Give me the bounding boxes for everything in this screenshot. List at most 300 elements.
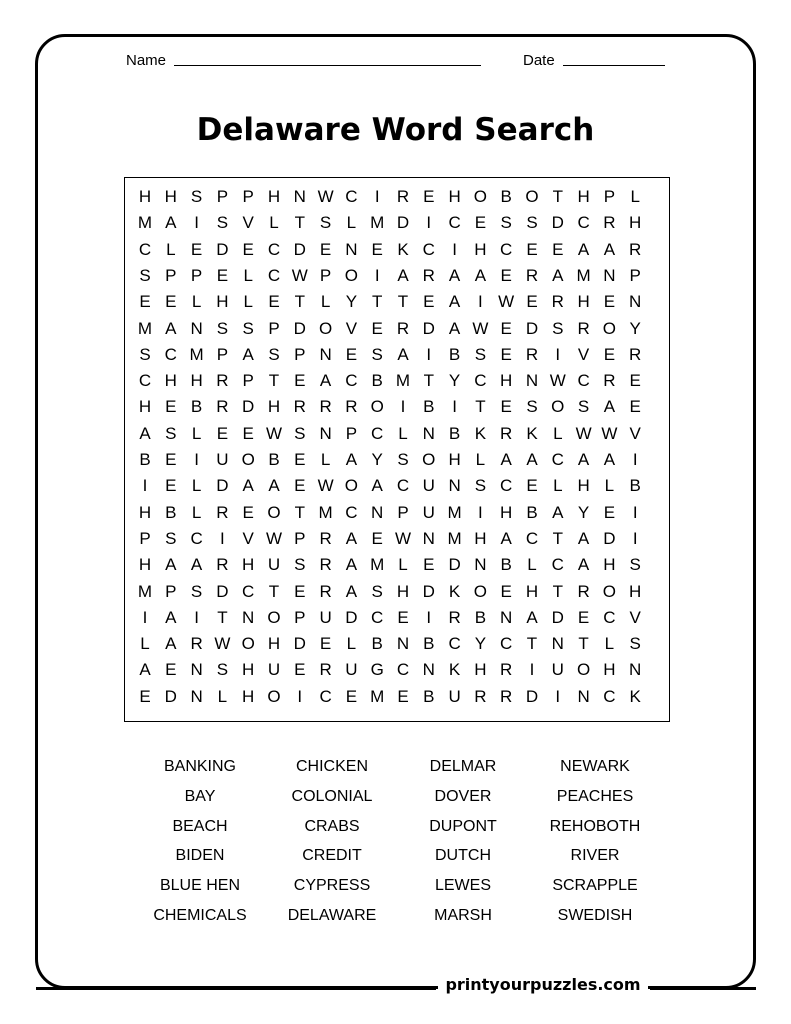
grid-letter[interactable]: D [448,555,461,575]
grid-letter[interactable]: N [629,660,642,680]
grid-letter[interactable]: E [423,187,435,206]
grid-letter[interactable]: S [216,213,229,233]
grid-letter[interactable]: E [371,318,383,338]
grid-letter[interactable]: Y [345,292,358,312]
grid-letter[interactable]: K [629,686,641,706]
grid-letter[interactable]: H [629,213,642,233]
grid-letter[interactable]: M [395,371,411,391]
grid-letter[interactable]: D [293,634,306,654]
grid-letter[interactable]: A [552,502,564,522]
grid-letter[interactable]: I [374,265,380,285]
grid-letter[interactable]: O [602,581,616,601]
grid-letter[interactable]: V [577,344,590,364]
grid-letter[interactable]: E [526,476,538,496]
grid-letter[interactable]: R [603,371,616,391]
grid-letter[interactable]: L [166,239,176,259]
grid-letter[interactable]: W [265,528,283,548]
grid-letter[interactable]: C [396,660,410,680]
grid-letter[interactable]: P [216,344,229,364]
grid-letter[interactable]: H [242,555,255,575]
grid-letter[interactable]: L [604,634,615,654]
grid-letter[interactable]: E [319,239,332,259]
grid-letter[interactable]: A [603,450,616,469]
grid-letter[interactable]: R [603,213,616,233]
grid-letter[interactable]: L [346,634,357,654]
grid-letter[interactable]: D [525,318,539,338]
grid-letter[interactable]: W [291,265,308,285]
grid-letter[interactable]: O [576,660,591,680]
grid-letter[interactable]: I [426,607,432,627]
grid-letter[interactable]: U [448,686,461,706]
grid-letter[interactable]: E [526,239,538,259]
grid-letter[interactable]: I [632,528,638,548]
grid-letter[interactable]: I [478,292,483,312]
grid-letter[interactable]: C [267,239,281,259]
grid-letter[interactable]: H [216,292,229,312]
grid-letter[interactable]: P [165,265,177,285]
grid-letter[interactable]: N [345,239,358,259]
grid-letter[interactable]: D [422,581,435,601]
grid-letter[interactable]: I [194,607,199,627]
grid-letter[interactable]: T [475,397,486,417]
grid-letter[interactable]: N [242,607,255,627]
grid-letter[interactable]: A [319,371,332,391]
grid-letter[interactable]: H [474,239,487,259]
grid-letter[interactable]: U [422,502,435,522]
grid-letter[interactable]: P [165,581,177,601]
grid-letter[interactable]: M [447,528,462,548]
grid-letter[interactable]: L [553,476,563,496]
grid-letter[interactable]: E [139,686,151,706]
grid-letter[interactable]: D [551,607,564,627]
grid-letter[interactable]: D [345,607,358,627]
grid-letter[interactable]: N [396,634,410,654]
grid-letter[interactable]: H [577,292,590,312]
grid-letter[interactable]: O [267,686,281,706]
grid-letter[interactable]: H [577,187,590,206]
grid-letter[interactable]: U [422,476,435,496]
grid-letter[interactable]: C [448,634,461,654]
grid-letter[interactable]: S [268,344,280,364]
grid-letter[interactable]: O [241,450,255,469]
grid-letter[interactable]: T [268,581,280,601]
grid-letter[interactable]: B [165,502,177,522]
grid-letter[interactable]: A [577,555,590,575]
grid-letter[interactable]: C [603,686,616,706]
grid-letter[interactable]: N [474,555,487,575]
grid-letter[interactable]: C [164,344,177,364]
grid-letter[interactable]: T [423,371,434,391]
grid-letter[interactable]: E [603,292,616,312]
grid-letter[interactable]: D [525,686,539,706]
grid-letter[interactable]: N [293,187,306,206]
grid-letter[interactable]: S [371,344,383,364]
grid-letter[interactable]: B [526,502,538,522]
grid-letter[interactable]: A [345,581,358,601]
grid-letter[interactable]: A [139,660,151,680]
grid-letter[interactable]: T [294,213,305,233]
grid-letter[interactable]: A [165,607,177,627]
grid-letter[interactable]: S [577,397,590,417]
grid-letter[interactable]: V [242,528,254,548]
date-line[interactable] [563,64,665,66]
grid-letter[interactable]: L [191,292,202,312]
grid-letter[interactable]: E [294,450,306,469]
grid-letter[interactable]: M [318,502,333,522]
grid-letter[interactable]: S [474,476,487,496]
grid-letter[interactable]: A [345,450,358,469]
grid-letter[interactable]: E [242,423,254,443]
grid-letter[interactable]: P [294,344,306,364]
grid-letter[interactable]: W [317,187,334,206]
grid-letter[interactable]: N [525,371,539,391]
grid-letter[interactable]: M [137,213,153,233]
grid-letter[interactable]: C [242,581,255,601]
grid-letter[interactable]: D [603,528,616,548]
grid-letter[interactable]: Y [448,371,461,391]
grid-letter[interactable]: U [345,660,358,680]
grid-letter[interactable]: E [423,555,435,575]
grid-letter[interactable]: R [319,581,332,601]
grid-letter[interactable]: R [216,397,229,417]
grid-letter[interactable]: A [165,555,177,575]
grid-letter[interactable]: H [474,660,487,680]
grid-letter[interactable]: T [294,292,305,312]
grid-letter[interactable]: C [138,239,152,259]
grid-letter[interactable]: I [194,213,199,233]
grid-letter[interactable]: L [320,292,331,312]
grid-letter[interactable]: H [396,581,410,601]
grid-letter[interactable]: S [190,187,203,206]
grid-letter[interactable]: S [500,213,512,233]
grid-letter[interactable]: P [242,187,254,206]
grid-letter[interactable]: E [139,292,151,312]
grid-letter[interactable]: M [137,581,153,601]
grid-letter[interactable]: U [267,660,281,680]
grid-letter[interactable]: R [629,344,642,364]
grid-letter[interactable]: O [241,634,255,654]
grid-letter[interactable]: H [190,371,203,391]
grid-letter[interactable]: C [603,607,616,627]
grid-letter[interactable]: N [603,265,616,285]
grid-letter[interactable]: O [344,265,358,285]
grid-letter[interactable]: R [216,371,229,391]
grid-letter[interactable]: K [526,423,538,443]
grid-letter[interactable]: E [190,239,203,259]
grid-letter[interactable]: I [426,344,432,364]
grid-letter[interactable]: E [165,476,177,496]
grid-letter[interactable]: A [371,476,383,496]
grid-letter[interactable]: C [577,371,590,391]
grid-letter[interactable]: I [142,476,148,496]
grid-letter[interactable]: B [448,344,461,364]
grid-letter[interactable]: R [396,318,410,338]
grid-letter[interactable]: K [448,660,461,680]
grid-letter[interactable]: R [345,397,358,417]
grid-letter[interactable]: V [242,213,254,233]
grid-letter[interactable]: E [216,265,229,285]
grid-letter[interactable]: D [396,213,410,233]
grid-letter[interactable]: N [190,660,203,680]
grid-letter[interactable]: C [474,371,487,391]
grid-letter[interactable]: H [525,581,539,601]
grid-letter[interactable]: C [448,213,461,233]
grid-letter[interactable]: A [448,265,461,285]
grid-letter[interactable]: T [268,371,280,391]
grid-letter[interactable]: B [139,450,151,469]
grid-letter[interactable]: U [319,607,332,627]
grid-letter[interactable]: H [138,502,152,522]
grid-letter[interactable]: I [555,344,561,364]
grid-letter[interactable]: I [555,686,561,706]
grid-letter[interactable]: W [575,423,592,443]
name-line[interactable] [174,64,481,66]
grid-letter[interactable]: O [370,397,384,417]
grid-letter[interactable]: A [139,423,151,443]
grid-letter[interactable]: A [526,607,538,627]
grid-letter[interactable]: L [398,555,408,575]
grid-letter[interactable]: M [189,344,204,364]
grid-letter[interactable]: W [549,371,566,391]
grid-letter[interactable]: C [371,423,384,443]
grid-letter[interactable]: L [217,686,228,706]
grid-letter[interactable]: A [345,528,358,548]
grid-letter[interactable]: O [267,607,281,627]
grid-letter[interactable]: E [526,292,538,312]
grid-letter[interactable]: B [268,450,280,469]
grid-letter[interactable]: N [577,686,590,706]
grid-letter[interactable]: U [267,555,281,575]
grid-letter[interactable]: H [448,187,461,206]
grid-letter[interactable]: A [577,239,590,259]
grid-letter[interactable]: Y [577,502,590,522]
grid-letter[interactable]: C [345,187,358,206]
grid-letter[interactable]: C [319,686,332,706]
grid-letter[interactable]: R [525,344,539,364]
grid-letter[interactable]: O [267,502,281,522]
grid-letter[interactable]: E [500,344,512,364]
grid-letter[interactable]: V [629,423,641,443]
grid-letter[interactable]: C [138,371,152,391]
grid-letter[interactable]: S [629,634,641,654]
grid-letter[interactable]: E [577,607,590,627]
grid-letter[interactable]: O [473,581,487,601]
grid-letter[interactable]: L [269,213,279,233]
grid-letter[interactable]: R [629,239,642,259]
grid-letter[interactable]: W [498,292,515,312]
grid-letter[interactable]: O [422,450,436,469]
grid-letter[interactable]: L [191,476,202,496]
grid-letter[interactable]: C [190,528,203,548]
grid-letter[interactable]: E [397,686,409,706]
grid-letter[interactable]: O [551,397,565,417]
grid-letter[interactable]: E [603,344,616,364]
grid-letter[interactable]: E [268,292,280,312]
grid-letter[interactable]: S [165,528,177,548]
grid-letter[interactable]: N [319,423,332,443]
grid-letter[interactable]: K [397,239,409,259]
grid-letter[interactable]: W [601,423,618,443]
grid-letter[interactable]: S [190,581,203,601]
grid-letter[interactable]: R [190,634,203,654]
grid-letter[interactable]: S [526,213,538,233]
grid-letter[interactable]: U [551,660,564,680]
grid-letter[interactable]: E [319,634,332,654]
grid-letter[interactable]: A [500,528,512,548]
grid-letter[interactable]: T [526,634,538,654]
grid-letter[interactable]: A [603,397,616,417]
grid-letter[interactable]: N [500,607,513,627]
grid-letter[interactable]: H [629,581,642,601]
grid-letter[interactable]: R [500,686,513,706]
grid-letter[interactable]: I [478,502,483,522]
grid-letter[interactable]: S [294,555,306,575]
grid-letter[interactable]: E [165,397,177,417]
grid-letter[interactable]: G [370,660,384,680]
grid-letter[interactable]: H [138,555,152,575]
grid-letter[interactable]: H [267,634,281,654]
grid-letter[interactable]: R [577,581,590,601]
grid-letter[interactable]: S [526,397,538,417]
grid-letter[interactable]: K [474,423,487,443]
grid-letter[interactable]: D [216,239,229,259]
grid-letter[interactable]: S [139,344,151,364]
grid-letter[interactable]: P [319,265,332,285]
grid-letter[interactable]: C [422,239,435,259]
grid-letter[interactable]: P [139,528,151,548]
grid-letter[interactable]: P [190,265,203,285]
grid-letter[interactable]: D [164,686,177,706]
date-field[interactable] [523,52,665,69]
grid-letter[interactable]: R [216,502,229,522]
grid-letter[interactable]: E [216,423,229,443]
grid-letter[interactable]: C [500,634,513,654]
grid-letter[interactable]: D [422,318,435,338]
grid-letter[interactable]: H [448,450,461,469]
grid-letter[interactable]: R [448,607,461,627]
grid-letter[interactable]: T [371,292,383,312]
grid-letter[interactable]: T [217,607,228,627]
grid-letter[interactable]: L [398,423,408,443]
grid-letter[interactable]: E [294,660,306,680]
grid-letter[interactable]: Y [371,450,383,469]
grid-letter[interactable]: H [500,371,513,391]
grid-letter[interactable]: A [165,318,177,338]
grid-letter[interactable]: B [423,397,435,417]
grid-letter[interactable]: E [500,318,512,338]
grid-letter[interactable]: B [474,607,487,627]
grid-letter[interactable]: E [345,686,358,706]
grid-letter[interactable]: N [190,318,203,338]
grid-letter[interactable]: T [397,292,409,312]
grid-letter[interactable]: N [371,502,384,522]
grid-letter[interactable]: A [474,265,487,285]
grid-letter[interactable]: M [447,502,462,522]
grid-letter[interactable]: W [394,528,412,548]
grid-letter[interactable]: A [448,292,461,312]
grid-letter[interactable]: S [629,555,641,575]
grid-letter[interactable]: A [448,318,461,338]
grid-letter[interactable]: W [214,634,231,654]
grid-letter[interactable]: N [319,344,332,364]
grid-letter[interactable]: E [423,292,435,312]
grid-letter[interactable]: R [500,423,513,443]
grid-letter[interactable]: R [216,555,229,575]
grid-letter[interactable]: I [452,239,457,259]
grid-letter[interactable]: E [500,581,512,601]
grid-letter[interactable]: R [319,555,332,575]
grid-letter[interactable]: I [632,450,638,469]
grid-letter[interactable]: I [142,607,148,627]
grid-letter[interactable]: K [448,581,461,601]
grid-letter[interactable]: E [242,239,254,259]
grid-letter[interactable]: E [165,292,177,312]
grid-letter[interactable]: C [267,265,281,285]
grid-letter[interactable]: L [527,555,537,575]
grid-letter[interactable]: B [500,187,512,206]
grid-letter[interactable]: C [551,555,564,575]
grid-letter[interactable]: E [603,502,616,522]
grid-letter[interactable]: D [293,239,306,259]
grid-letter[interactable]: T [552,187,563,206]
grid-letter[interactable]: I [297,686,303,706]
grid-letter[interactable]: S [165,423,177,443]
grid-letter[interactable]: P [294,607,306,627]
grid-letter[interactable]: L [191,423,202,443]
grid-letter[interactable]: C [345,371,358,391]
grid-letter[interactable]: A [577,450,590,469]
grid-letter[interactable]: H [577,476,590,496]
grid-letter[interactable]: L [346,213,357,233]
grid-letter[interactable]: P [345,423,358,443]
grid-letter[interactable]: E [345,344,358,364]
grid-letter[interactable]: R [551,292,564,312]
grid-letter[interactable]: H [267,397,281,417]
grid-letter[interactable]: H [164,371,177,391]
grid-letter[interactable]: B [423,686,435,706]
grid-letter[interactable]: S [294,423,306,443]
grid-letter[interactable]: O [525,187,539,206]
grid-letter[interactable]: A [552,265,564,285]
grid-letter[interactable]: T [578,634,589,654]
grid-letter[interactable]: C [500,476,513,496]
grid-letter[interactable]: N [448,476,461,496]
grid-letter[interactable]: A [345,555,358,575]
grid-letter[interactable]: P [242,371,254,391]
grid-letter[interactable]: S [139,265,151,285]
grid-letter[interactable]: A [397,344,409,364]
grid-letter[interactable]: L [140,634,150,654]
grid-letter[interactable]: C [371,607,384,627]
grid-letter[interactable]: N [422,528,435,548]
grid-letter[interactable]: T [552,581,563,601]
grid-letter[interactable]: N [190,686,203,706]
grid-letter[interactable]: R [319,397,332,417]
grid-letter[interactable]: V [345,318,358,338]
grid-letter[interactable]: R [525,265,539,285]
grid-letter[interactable]: C [577,213,590,233]
grid-letter[interactable]: H [474,528,487,548]
grid-letter[interactable]: H [603,660,616,680]
grid-letter[interactable]: W [317,476,334,496]
grid-letter[interactable]: I [632,502,638,522]
grid-letter[interactable]: S [474,344,487,364]
grid-letter[interactable]: S [319,213,332,233]
grid-letter[interactable]: S [216,318,229,338]
grid-letter[interactable]: W [472,318,489,338]
grid-letter[interactable]: P [268,318,280,338]
grid-letter[interactable]: B [500,555,512,575]
